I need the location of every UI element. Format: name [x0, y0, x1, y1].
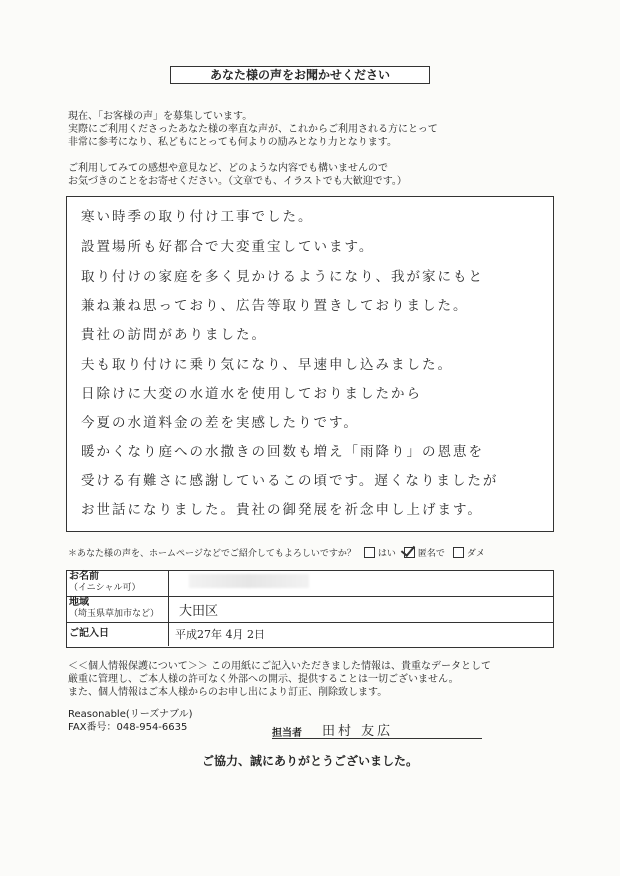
comment-line: 寒い時季の取り付け工事でした。	[81, 209, 314, 225]
staff-signature	[272, 720, 482, 739]
fax-number: FAX番号：048-954-6635	[68, 722, 188, 733]
comment-box[interactable]	[66, 196, 554, 532]
comment-line: 日除けに大変の水道水を使用しておりましたから	[81, 386, 422, 402]
privacy-line: 厳重に管理し、ご本人様の許可なく外部への開示、提供することは一切ございません。	[68, 674, 459, 685]
option-anonymous-label: 匿名で	[417, 549, 445, 559]
date-label: ご記入日	[67, 623, 169, 646]
info-table	[66, 570, 554, 648]
comment-line: 受ける有難さに感謝しているこの頃です。遅くなりましたが	[81, 473, 499, 489]
company-info	[68, 708, 193, 734]
privacy-notice	[68, 660, 491, 699]
name-row	[67, 571, 553, 597]
staff-name: 田村 友広	[322, 724, 394, 739]
form-title: あなた様の声をお聞かせください	[170, 66, 430, 84]
option-yes-label: はい	[377, 549, 396, 559]
intro-line: 現在、「お客様の声」を募集しています。	[68, 111, 253, 122]
publish-question: ＊あなた様の声を、ホームページなどでご紹介してもよろしいですか？	[68, 549, 356, 559]
checkbox-no[interactable]	[453, 547, 464, 558]
comment-line: 設置場所も好都合で大変重宝しています。	[81, 239, 375, 255]
intro-line: 非常に参考になり、私どもにとっても何よりの励みとなり力となります。	[68, 137, 397, 148]
comment-line: 取り付けの家庭を多く見かけるようになり、我が家にもと	[81, 269, 484, 285]
privacy-line: ＜＜個人情報保護について＞＞ この用紙にご記入いただきました情報は、貴重なデータとして	[68, 661, 491, 672]
comment-line: 夫も取り付けに乗り気になり、早速申し込みました。	[81, 357, 453, 373]
privacy-line: また、個人情報はご本人様からのお申し出により訂正、削除致します。	[68, 687, 388, 698]
comment-line: お世話になりました。貴社の御発展を祈念申し上げます。	[81, 502, 483, 518]
date-row	[67, 623, 553, 646]
ask-line: ご利用してみての感想や意見など、どのような内容でも構いませんので	[68, 163, 388, 174]
comment-line: 暖かくなり庭への水撒きの回数も増え「雨降り」の恩恵を	[81, 444, 484, 460]
option-no-label: ダメ	[466, 549, 485, 559]
date-field[interactable]: 平成27年 4月 2日	[175, 628, 265, 641]
comment-line: 貴社の訪問がありました。	[81, 327, 267, 343]
comment-line: 兼ね兼ね思っており、広告等取り置きしておりました。	[81, 298, 469, 314]
ask-line: お気づきのことをお寄せください。（文章でも、イラストでも大歓迎です。）	[68, 176, 407, 187]
staff-label: 担当者	[272, 728, 302, 739]
redacted-name	[189, 574, 309, 588]
region-label: 地域 （埼玉県草加市など）	[67, 597, 169, 622]
name-label: お名前 （イニシャル可）	[67, 571, 169, 596]
thanks-message: ご協力、誠にありがとうございました。	[201, 754, 418, 768]
region-row	[67, 597, 553, 623]
company-name: Reasonable(リーズナブル)	[68, 709, 193, 720]
comment-line: 今夏の水道料金の差を実感したりです。	[81, 415, 359, 431]
ask-text	[68, 162, 407, 188]
intro-text	[68, 110, 438, 149]
publish-consent	[68, 546, 485, 559]
region-field[interactable]: 大田区	[179, 604, 219, 619]
checkbox-anonymous[interactable]	[404, 547, 415, 558]
checkbox-yes[interactable]	[364, 547, 375, 558]
intro-line: 実際にご利用くださったあなた様の率直な声が、これからご利用される方にとって	[68, 124, 438, 135]
